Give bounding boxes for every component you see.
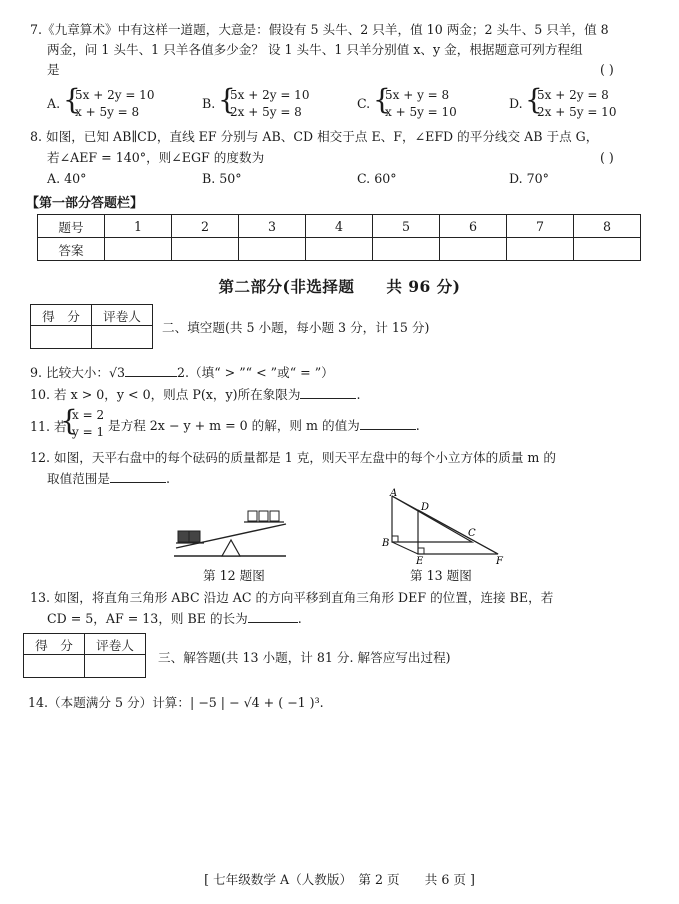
- q9-text-end: 2.（填“ > ”“ < ”或“ = ”）: [177, 365, 334, 380]
- balance-figure: [168, 502, 298, 560]
- answer-cell[interactable]: [440, 238, 507, 261]
- q7-option-b-equation-2: 2x + 5y = 8: [230, 105, 302, 119]
- q11-period: .: [415, 418, 420, 433]
- q13-period: .: [297, 611, 302, 626]
- answer-cell[interactable]: [306, 238, 373, 261]
- weight: [270, 511, 279, 521]
- q13-line2: [47, 610, 302, 627]
- q14: 14.（本题满分 5 分）计算：| −5 | − √4 + ( −1 )³.: [28, 695, 324, 710]
- q13-answer-blank[interactable]: [248, 610, 298, 623]
- score-label: 得 分: [31, 305, 92, 326]
- question-number: 8: [574, 215, 641, 238]
- score-box-section2: [30, 304, 153, 349]
- q7-option-c-equation-1: 5x + y = 8: [385, 88, 450, 102]
- q7-option-b-label: B.: [202, 96, 216, 111]
- q12-text: 取值范围是: [47, 471, 110, 486]
- weight: [248, 511, 257, 521]
- q8-option-b: B. 50°: [202, 171, 242, 186]
- q7-option-a-label: A.: [47, 96, 61, 111]
- q8-option-c: C. 60°: [357, 171, 397, 186]
- segment-be: [392, 542, 418, 554]
- cube: [178, 531, 189, 542]
- q10: [30, 386, 360, 403]
- q9-text-start: 9. 比较大小：√3: [30, 365, 126, 380]
- q8-option-a: A. 40°: [47, 171, 87, 186]
- grader-cell[interactable]: [85, 655, 146, 678]
- label-b: B: [382, 538, 390, 549]
- question-number: 2: [172, 215, 239, 238]
- score-cell[interactable]: [24, 655, 85, 678]
- question-number: 6: [440, 215, 507, 238]
- q11: [108, 417, 420, 434]
- label-d: D: [421, 502, 430, 513]
- q11-answer-blank[interactable]: [360, 417, 416, 430]
- fig13-caption: 第 13 题图: [410, 568, 472, 583]
- q8-line1: 8. 如图，已知 AB∥CD，直线 EF 分别与 AB、CD 相交于点 E、F，∠EFD 的平分线交 AB 于点 G，: [30, 129, 599, 144]
- q7-option-a-brace: {: [63, 83, 81, 116]
- weight: [259, 511, 268, 521]
- answer-cell[interactable]: [239, 238, 306, 261]
- question-number: 7: [507, 215, 574, 238]
- q8-option-d: D. 70°: [509, 171, 549, 186]
- q11-eq1: x = 2: [72, 408, 105, 422]
- question-number-label: 题号: [38, 215, 105, 238]
- q11-prefix: 11. 若: [30, 419, 67, 434]
- score-cell[interactable]: [31, 326, 92, 349]
- q12-line2: [47, 470, 170, 487]
- q9-answer-blank[interactable]: [125, 364, 177, 377]
- answer-cell[interactable]: [105, 238, 172, 261]
- q13-text: CD = 5，AF = 13，则 BE 的长为: [47, 611, 248, 626]
- grader-cell[interactable]: [92, 326, 153, 349]
- grader-label: 评卷人: [92, 305, 153, 326]
- answer-bar-heading: 【第一部分答题栏】: [26, 196, 144, 211]
- q7-option-c-brace: {: [373, 83, 391, 116]
- grader-label: 评卷人: [85, 634, 146, 655]
- q9: [30, 364, 334, 381]
- q11-brace: {: [60, 404, 78, 437]
- q7-answer-paren: ( ): [600, 62, 614, 77]
- q7-option-a-equation-1: 5x + 2y = 10: [75, 88, 155, 102]
- q10-answer-blank[interactable]: [300, 386, 356, 399]
- question-number: 3: [239, 215, 306, 238]
- q11-text: 是方程 2x − y + m = 0 的解，则 m 的值为: [108, 418, 360, 433]
- q7-option-a-equation-2: x + 5y = 8: [75, 105, 140, 119]
- section3-heading: 三、解答题(共 13 小题，计 81 分. 解答应写出过程): [158, 650, 451, 665]
- q7-option-c-equation-2: x + 5y = 10: [385, 105, 457, 119]
- q7-line3: 是: [47, 62, 60, 77]
- answer-label: 答案: [38, 238, 105, 261]
- q7-option-b-equation-1: 5x + 2y = 10: [230, 88, 310, 102]
- question-number: 4: [306, 215, 373, 238]
- label-f: F: [496, 556, 503, 564]
- q7-option-d-label: D.: [509, 96, 523, 111]
- q8-answer-paren: ( ): [600, 150, 614, 165]
- q11-eq2: y = 1: [72, 425, 105, 439]
- q13-line1: 13. 如图，将直角三角形 ABC 沿边 AC 的方向平移到直角三角形 DEF 的位置，连接 BE，若: [30, 590, 554, 605]
- fig12-caption: 第 12 题图: [203, 568, 265, 583]
- label-c: C: [468, 528, 476, 539]
- triangle-figure: [378, 488, 508, 564]
- question-number: 1: [105, 215, 172, 238]
- q7-option-d-brace: {: [525, 83, 543, 116]
- q8-line2: 若∠AEF = 140°，则∠EGF 的度数为: [47, 150, 265, 165]
- answer-cell[interactable]: [507, 238, 574, 261]
- right-angle-b: [392, 536, 398, 542]
- answer-cell[interactable]: [373, 238, 440, 261]
- answer-cell[interactable]: [172, 238, 239, 261]
- answer-table-number-row: [38, 215, 641, 238]
- score-box-section3: [23, 633, 146, 678]
- q7-line1: 7.《九章算术》中有这样一道题，大意是：假设有 5 头牛、2 只羊，值 10 两金；2 头牛、5 只羊，值 8: [30, 22, 609, 37]
- q10-text: 10. 若 x > 0，y < 0，则点 P(x，y)所在象限为: [30, 387, 301, 402]
- section2-heading: 二、填空题(共 5 小题，每小题 3 分，计 15 分): [162, 320, 430, 335]
- label-a: A: [390, 488, 398, 499]
- page-footer: [ 七年级数学 A（人教版） 第 2 页 共 6 页 ]: [204, 872, 475, 887]
- answer-table: [37, 214, 641, 261]
- right-angle-e: [418, 548, 424, 554]
- score-label: 得 分: [24, 634, 85, 655]
- q10-period: .: [356, 387, 361, 402]
- balance-fulcrum: [222, 540, 240, 556]
- q7-option-d-equation-2: 2x + 5y = 10: [537, 105, 617, 119]
- q12-period: .: [165, 471, 170, 486]
- q7-option-c-label: C.: [357, 96, 371, 111]
- label-e: E: [416, 556, 424, 564]
- answer-cell[interactable]: [574, 238, 641, 261]
- q7-option-d-equation-1: 5x + 2y = 8: [537, 88, 609, 102]
- q7-line2: 两金，问 1 头牛、1 只羊各值多少金？ 设 1 头牛、1 只羊分别值 x、y 金，根据题意可列方程组: [47, 42, 583, 57]
- q7-option-b-brace: {: [218, 83, 236, 116]
- answer-table-answer-row: [38, 238, 641, 261]
- part2-title: 第二部分(非选择题 共 96 分): [218, 277, 461, 296]
- q12-answer-blank[interactable]: [110, 470, 166, 483]
- cube: [189, 531, 200, 542]
- line-af: [392, 496, 498, 554]
- q12-line1: 12. 如图，天平右盘中的每个砝码的质量都是 1 克，则天平左盘中的每个小立方体的质量 m 的: [30, 450, 556, 465]
- question-number: 5: [373, 215, 440, 238]
